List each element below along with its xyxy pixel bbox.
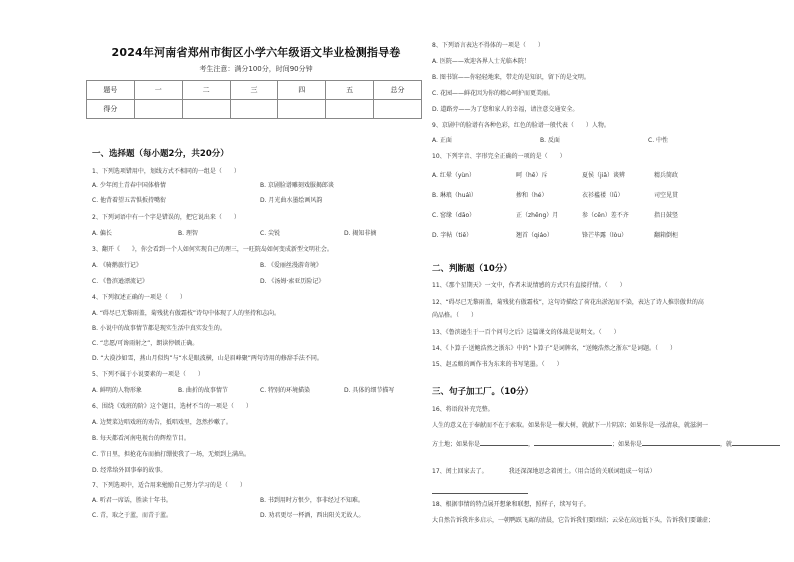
question-stem: 6、围绕《戏班的阶》这个题目，选材不当的一项是（ ）	[92, 403, 252, 410]
option: D. 揭知非摘	[344, 230, 377, 237]
judge-item: 14、《卜算子·送鲍浩然之浙东》中的“卜算子”是词牌名，“送鲍浩然之浙东”是词题。（ ）	[432, 345, 676, 352]
judge-item: 12、“碍尽已无黎雨盖，菊残犹有傲霜枝”，这句诗描绘了荷花出淤泥而不染，表达了诗人推崇傲世的高	[432, 299, 704, 306]
score-table	[86, 80, 422, 119]
option: A. 医院——欢迎各界人士光临本院！	[432, 58, 530, 65]
section-title-choice: 一、选择题（每小题2分，共20分）	[92, 149, 229, 159]
answer-blank[interactable]	[534, 439, 612, 446]
answer-blank[interactable]	[480, 439, 528, 446]
option: A. 红晕（yùn）	[432, 172, 475, 179]
option: 翘首（qiáo）	[516, 232, 553, 239]
score-cell: 得分	[87, 100, 135, 119]
score-input-cell[interactable]	[182, 100, 230, 119]
option: A. 少年闰土青春中国体格情	[92, 182, 166, 189]
fill-text: ，	[528, 441, 535, 448]
option: 精兵简政	[654, 172, 679, 179]
option: C. 花园——鲜花因为你的精心呵护而更美丽。	[432, 90, 555, 97]
score-cell: 总分	[374, 81, 422, 100]
option: C. 尖锐	[260, 230, 281, 237]
answer-blank[interactable]	[732, 439, 780, 446]
score-cell: 题号	[87, 81, 135, 100]
fill-text: ；如果你是	[612, 441, 643, 448]
option: D. 月光曲水墨绘画风韵	[260, 197, 323, 204]
question-stem: 8、下列语言表达不得体的一项是（ ）	[432, 42, 544, 49]
score-cell: 一	[134, 81, 182, 100]
option: A. 《骑鹅旅行记》	[92, 262, 142, 269]
score-cell: 四	[278, 81, 326, 100]
answer-line[interactable]	[432, 493, 528, 494]
question-stem: 1、下列选项错用中，划线方式不相同的一组是（ ）	[92, 168, 240, 175]
option: C. 节日里，担抢花布而抽打绷使我了一场，无烦到上满出。	[92, 451, 251, 458]
fill-text: ，就	[720, 441, 733, 448]
question-stem: 4、下列叙述正确的一项是（ ）	[92, 294, 186, 301]
option: C. 特别的环境描染	[260, 387, 311, 394]
option: 锋芒毕露（lòu）	[582, 232, 628, 239]
answer-blank[interactable]	[642, 439, 720, 446]
option: 参（cēn）差不齐	[582, 212, 629, 219]
option: B. 曲折的故事情节	[178, 387, 228, 394]
option: A. “碍尽已无黎雨盖，菊残犹有傲霜枝”诗句中体现了人的坚持和志向。	[92, 310, 281, 317]
option: 指日鼓竖	[654, 212, 679, 219]
paragraph-line: 大自然告诉我许多启示，一朝鸭跃飞离的清晨，它告诉我们要团结；云朵在高远低下头，告诉我们要谦虚；	[432, 517, 715, 524]
option: D. 劝君更尽一杯酒，西出阳关无故人。	[260, 512, 365, 519]
option: D. 字帖（tiē）	[432, 232, 473, 239]
score-input-cell[interactable]	[374, 100, 422, 119]
question-stem: 16、将语段补充完整。	[432, 406, 494, 413]
question-stem: 3、翻开《 》，你会看到一个人如何实现自己的理三，一旺院岛如何变成新型文明社会。	[92, 246, 333, 253]
score-input-cell[interactable]	[326, 100, 374, 119]
option: B. 《爱丽丝漫游奇境》	[260, 262, 322, 269]
option: 正（zhēng）月	[516, 212, 559, 219]
option: A. 偏长	[92, 230, 112, 237]
score-input-cell[interactable]	[134, 100, 182, 119]
score-cell: 二	[182, 81, 230, 100]
option: C. 他背着望五苦惧扳持嘴衔	[92, 197, 167, 204]
option: B. 书到用时方恨少，事非经过不知难。	[260, 497, 364, 504]
score-table-score-row	[87, 100, 422, 119]
option: A. 正面	[432, 137, 452, 144]
option: B. 小说中的故事情节都是现实生活中真实发生的。	[92, 325, 226, 332]
score-input-cell[interactable]	[230, 100, 278, 119]
question-stem: 17、闰土回家去了。 我还深深地思念着闰土。（用合适的关联词组成一句话）	[432, 468, 656, 475]
option: C. 青，取之于蓝，而青于蓝。	[92, 512, 173, 519]
paragraph-line: 人生的意义在于奉献而不在于索取。如果你是一棵大树，就献下一片阴凉；如果你是一泓清泉，就滋润一	[432, 422, 709, 429]
option: D. 经常给外回事奉的故事。	[92, 467, 167, 474]
fill-text: 方土地；如果你是	[432, 441, 481, 448]
question-stem: 10、下列字音、字形完全正确的一项的是（ ）	[432, 153, 566, 160]
score-cell: 五	[326, 81, 374, 100]
judge-item: 11、《那个星期天》一文中，作者未说情感的方式只有直接抒情。（ ）	[432, 282, 626, 289]
exam-title: 2024年河南省郑州市街区小学六年级语文毕业检测指导卷	[111, 46, 401, 59]
option: B. 反面	[540, 137, 560, 144]
option: B. 京剧脸谱雕刻戏服揭郎谈	[260, 182, 334, 189]
section-title-judge: 二、判断题（10分）	[432, 264, 512, 274]
option: D. 《汤姆·索亚历险记》	[260, 278, 325, 285]
option: 司空见贯	[654, 192, 679, 199]
option: B. 理智	[178, 230, 198, 237]
option: D. 具体的细节描写	[344, 387, 395, 394]
option: B. 图书馆——你轻轻地来，带走的是知识，留下的是文明。	[432, 74, 590, 81]
option: C. 中性	[648, 137, 669, 144]
option: 翻箱倒柜	[654, 232, 679, 239]
option: 衣衫褴褛（lǚ）	[582, 192, 624, 199]
exam-note: 考生注意：满分100分，时间90分钟	[199, 65, 313, 73]
section-title-sentence: 三、句子加工厂。（10分）	[432, 387, 534, 397]
option: A. 鲜明的人物形象	[92, 387, 142, 394]
question-stem: 9、京剧中的脸谱有各种色彩，红色的脸谱一般代表（ ）人物。	[432, 122, 610, 129]
question-stem: 2、下列词语中有一个字是错误的，把它说出来（ ）	[92, 214, 240, 221]
option: A. 听君一席话，胜读十年书。	[92, 497, 172, 504]
question-stem: 5、下列不属于小说要素的一项是（ ）	[92, 371, 204, 378]
question-stem: 18、根据事情的特点展开想象和联想，照样子，续写句子。	[432, 501, 590, 508]
option: 夏侯（jiǎ）谈辨	[582, 172, 626, 179]
score-cell: 三	[230, 81, 278, 100]
fill-line	[432, 439, 780, 449]
option: B. 琳琅（huáì）	[432, 192, 477, 199]
score-table-header-row	[87, 81, 422, 100]
option: B. 每天都看河南电视台的辉煌节目。	[92, 435, 190, 442]
option: C. 《鲁滨逊漂流记》	[92, 278, 149, 285]
question-stem: 7、下列选项中，适合用来勉励自己努力学习的是（ ）	[92, 482, 246, 489]
option: C. 窑缘（dāo）	[432, 212, 476, 219]
score-input-cell[interactable]	[278, 100, 326, 119]
option: C. “忠愿/可谗雨射之”，朗读停顿正确。	[92, 340, 199, 347]
option: A. 边焚菜边唱戏班的劝告，抵唱戏里，忽然抄嗽了。	[92, 419, 232, 426]
judge-item: 15、赵孟頫的画作书为东来的书写笔墨。（ ）	[432, 361, 563, 368]
judge-item: 尚品格。（ ）	[432, 312, 478, 319]
option: D. 道路旁——为了您和家人的幸福，请注意交通安全。	[432, 106, 579, 113]
option: 掺和（hé）	[516, 192, 548, 199]
option: D. “大漠沙如雪，燕山月似钩”与“水是眼波横，山是眉峰聚”两句诗用的修辞手法不同。	[92, 355, 323, 362]
option: 呵（hē）斥	[516, 172, 548, 179]
judge-item: 13、《鲁滨逊生于一百个问号之后》这篇课文的体裁是说明文。（ ）	[432, 329, 620, 336]
